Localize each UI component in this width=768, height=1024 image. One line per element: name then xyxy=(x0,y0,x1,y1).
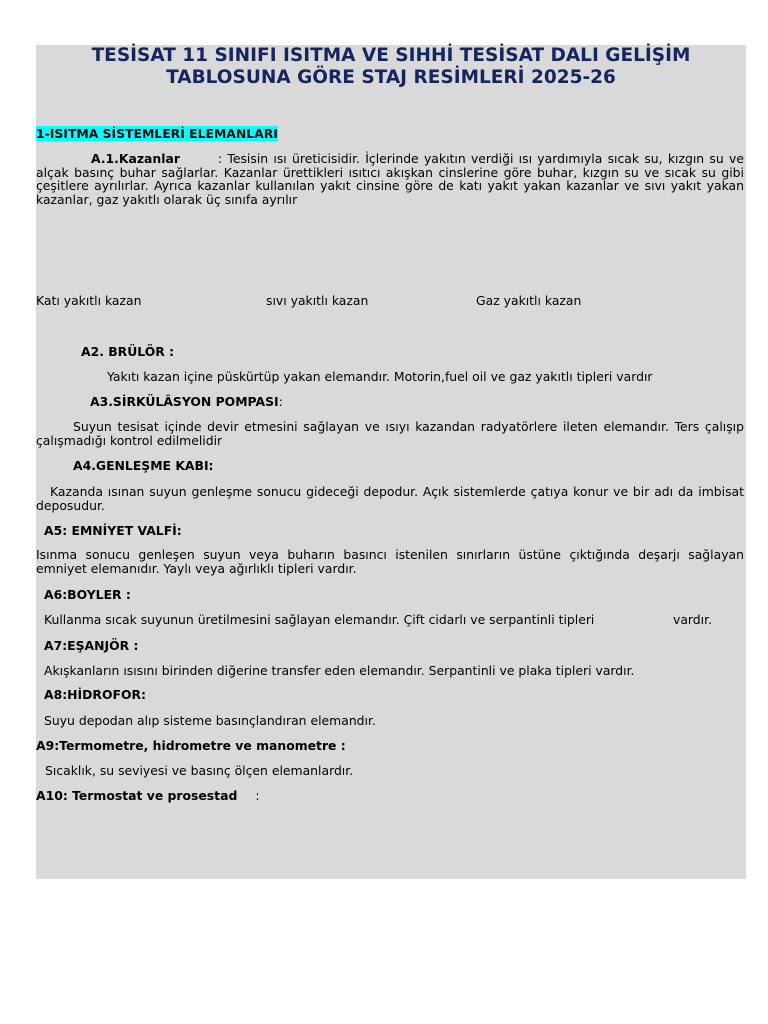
a3-heading xyxy=(90,395,283,409)
a3-colon: : xyxy=(278,394,283,409)
title-line-1: TESİSAT 11 SINIFI ISITMA VE SIHHİ TESİSAT DALI GELİŞİM xyxy=(91,45,691,66)
title-line-2: TABLOSUNA GÖRE STAJ RESİMLERİ 2025-26 xyxy=(166,67,616,88)
a6-label: A6:BOYLER : xyxy=(44,587,131,602)
caption-liquid-fuel-boiler: sıvı yakıtlı kazan xyxy=(266,293,369,308)
a5-text: Isınma sonucu genleşen suyun veya buharın basıncı istenilen sınırların üstüne çıktığında deşarjı sağlayan emniyet elemanıdır. Yaylı veya ağırlıklı tipleri vardır. xyxy=(36,547,744,576)
a1-label: A.1.Kazanlar xyxy=(91,151,180,166)
a3-label: A3.SİRKÜLÂSYON POMPASI xyxy=(90,394,279,409)
section-heading-highlight: 1-ISITMA SİSTEMLERİ ELEMANLARI xyxy=(36,126,278,141)
a9-text: Sıcaklık, su seviyesi ve basınç ölçen elemanlardır. xyxy=(45,763,354,778)
caption-solid-fuel-boiler: Katı yakıtlı kazan xyxy=(36,293,142,308)
a1-paragraph xyxy=(36,152,744,206)
section-heading xyxy=(36,127,278,141)
a6-text: Kullanma sıcak suyunun üretilmesini sağlayan elemandır. Çift cidarlı ve serpantinli tipleri xyxy=(44,612,595,627)
a7-label: A7:EŞANJÖR : xyxy=(44,638,139,653)
page-title xyxy=(36,45,746,89)
a4-label: A4.GENLEŞME KABI: xyxy=(73,458,214,473)
a1-text: : Tesisin ısı üreticisidir. İçlerinde yakıtın verdiği ısı yardımıyla sıcak su, kızgın su ve alçak basınç buhar sağlarlar. Kazanlar ürettikleri ısıtıcı akışkan cinslerine göre buhar, kızgın su ve sıcak su gibi çeşitlere ayrılırlar. Ayrıca kazanlar kullanılan yakıt cinsine göre de katı yakıt yakan kazanlar ve sıvı yakıt yakan kazanlar, gaz yakıtlı olarak üç sınıfa ayrılır xyxy=(36,151,744,207)
a5-label: A5: EMNİYET VALFİ: xyxy=(44,523,182,538)
a3-text: Suyun tesisat içinde devir etmesini sağlayan ve ısıyı kazandan radyatörlere ileten elemandır. Ters çalışıp çalışmadığı kontrol edilmelidir xyxy=(36,419,744,448)
a2-text: Yakıtı kazan içine püskürtüp yakan elemandır. Motorin,fuel oil ve gaz yakıtlı tipleri vardır xyxy=(107,369,653,384)
a9-label: A9:Termometre, hidrometre ve manometre : xyxy=(36,738,346,753)
a8-label: A8:HİDROFOR: xyxy=(44,687,146,702)
a6-text-end: vardır. xyxy=(673,612,713,627)
a10-colon: : xyxy=(255,788,260,803)
a2-label: A2. BRÜLÖR : xyxy=(81,344,175,359)
a4-text: Kazanda ısınan suyun genleşme sonucu gideceği depodur. Açık sistemlerde çatıya konur ve bir adı da imbisat deposudur. xyxy=(36,484,744,513)
a10-heading xyxy=(36,789,260,803)
a10-label: A10: Termostat ve prosestad xyxy=(36,788,238,803)
caption-gas-fuel-boiler: Gaz yakıtlı kazan xyxy=(476,293,582,308)
a8-text: Suyu depodan alıp sisteme basınçlandıran elemandır. xyxy=(44,713,376,728)
document-page xyxy=(36,45,746,879)
a7-text: Akışkanların ısısını birinden diğerine transfer eden elemandır. Serpantinli ve plaka tipleri vardır. xyxy=(44,663,635,678)
